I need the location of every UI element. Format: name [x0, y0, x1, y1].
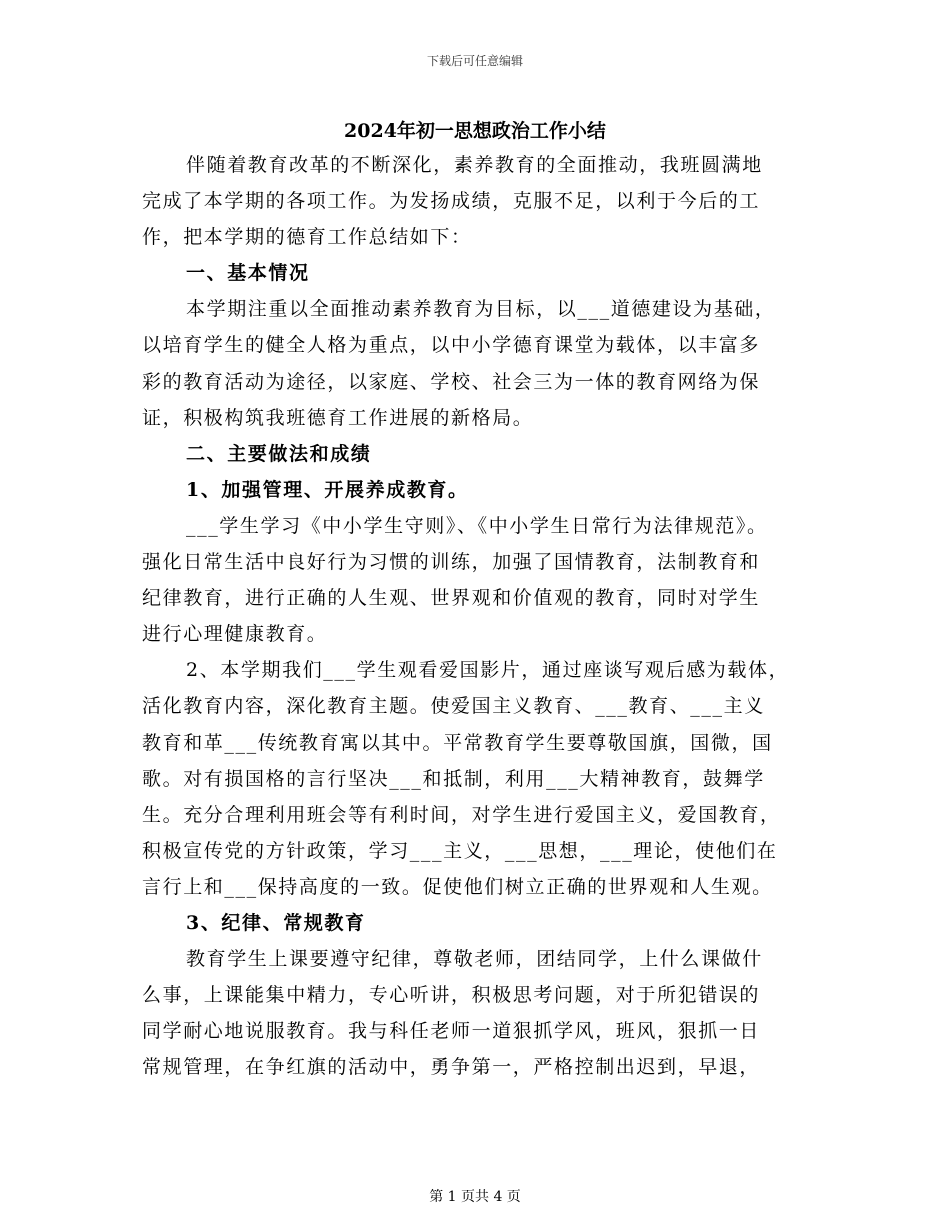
document-body [142, 147, 814, 1085]
section-heading-basic: 一、基本情况 [186, 262, 310, 285]
document-title: 2024年初一思想政治工作小结 [344, 120, 606, 142]
paragraph-line: 进行心理健康教育。 [142, 623, 328, 646]
paragraph-line: ___学生学习《中小学生守则》、《中小学生日常行为法律规范》。 [186, 514, 768, 537]
paragraph-line: 彩的教育活动为途径，以家庭、学校、社会三为一体的教育网络为保 [142, 370, 761, 393]
paragraph-line: 伴随着教育改革的不断深化，素养教育的全面推动，我班圆满地 [186, 154, 763, 176]
paragraph-line: 本学期注重以全面推动素养教育为目标，以___道德建设为基础， [186, 298, 776, 321]
paragraph-line: 纪律教育，进行正确的人生观、世界观和价值观的教育，同时对学生 [142, 587, 761, 610]
paragraph-line: 言行上和___保持高度的一致。促使他们树立正确的世界观和人生观。 [142, 875, 773, 898]
paragraph-line: 2、本学期我们___学生观看爱国影片，通过座谈写观后感为载体， [186, 659, 790, 682]
section-heading-main: 二、主要做法和成绩 [186, 442, 372, 465]
paragraph-line: 歌。对有损国格的言行坚决___和抵制，利用___大精神教育，鼓舞学 [142, 767, 765, 790]
paragraph-line: 教育和革___传统教育寓以其中。平常教育学生要尊敬国旗，国微，国 [142, 731, 773, 754]
paragraph-line: 活化教育内容，深化教育主题。使爱国主义教育、___教育、___主义 [142, 695, 765, 718]
paragraph-line: 强化日常生活中良好行为习惯的训练，加强了国情教育，法制教育和 [142, 551, 761, 574]
paragraph-line: 常规管理，在争红旗的活动中，勇争第一，严格控制出迟到，早退， [142, 1056, 761, 1079]
subsection-heading-management: 1、加强管理、开展养成教育。 [186, 478, 469, 501]
paragraph-line: 同学耐心地说服教育。我与科任老师一道狠抓学风，班风，狠抓一日 [142, 1020, 761, 1043]
page-footer: 第 1 页共 4 页 [429, 1189, 521, 1205]
paragraph-line: 么事，上课能集中精力，专心听讲，积极思考问题，对于所犯错误的 [142, 984, 761, 1007]
paragraph-line: 作，把本学期的德育工作总结如下： [142, 226, 472, 249]
paragraph-line: 教育学生上课要遵守纪律，尊敬老师，团结同学，上什么课做什 [186, 948, 763, 971]
paragraph-line: 生。充分合理利用班会等有利时间，对学生进行爱国主义，爱国教育， [142, 803, 781, 826]
subsection-heading-discipline: 3、纪律、常规教育 [186, 911, 366, 934]
paragraph-line: 完成了本学期的各项工作。为发扬成绩，克服不足，以利于今后的工 [142, 190, 761, 213]
paragraph-line: 积极宣传党的方针政策，学习___主义，___思想，___理论，使他们在 [142, 839, 778, 862]
header-note: 下载后可任意编辑 [426, 54, 523, 68]
paragraph-line: 证，积极构筑我班德育工作进展的新格局。 [142, 406, 534, 429]
paragraph-line: 以培育学生的健全人格为重点，以中小学德育课堂为载体，以丰富多 [142, 334, 761, 357]
